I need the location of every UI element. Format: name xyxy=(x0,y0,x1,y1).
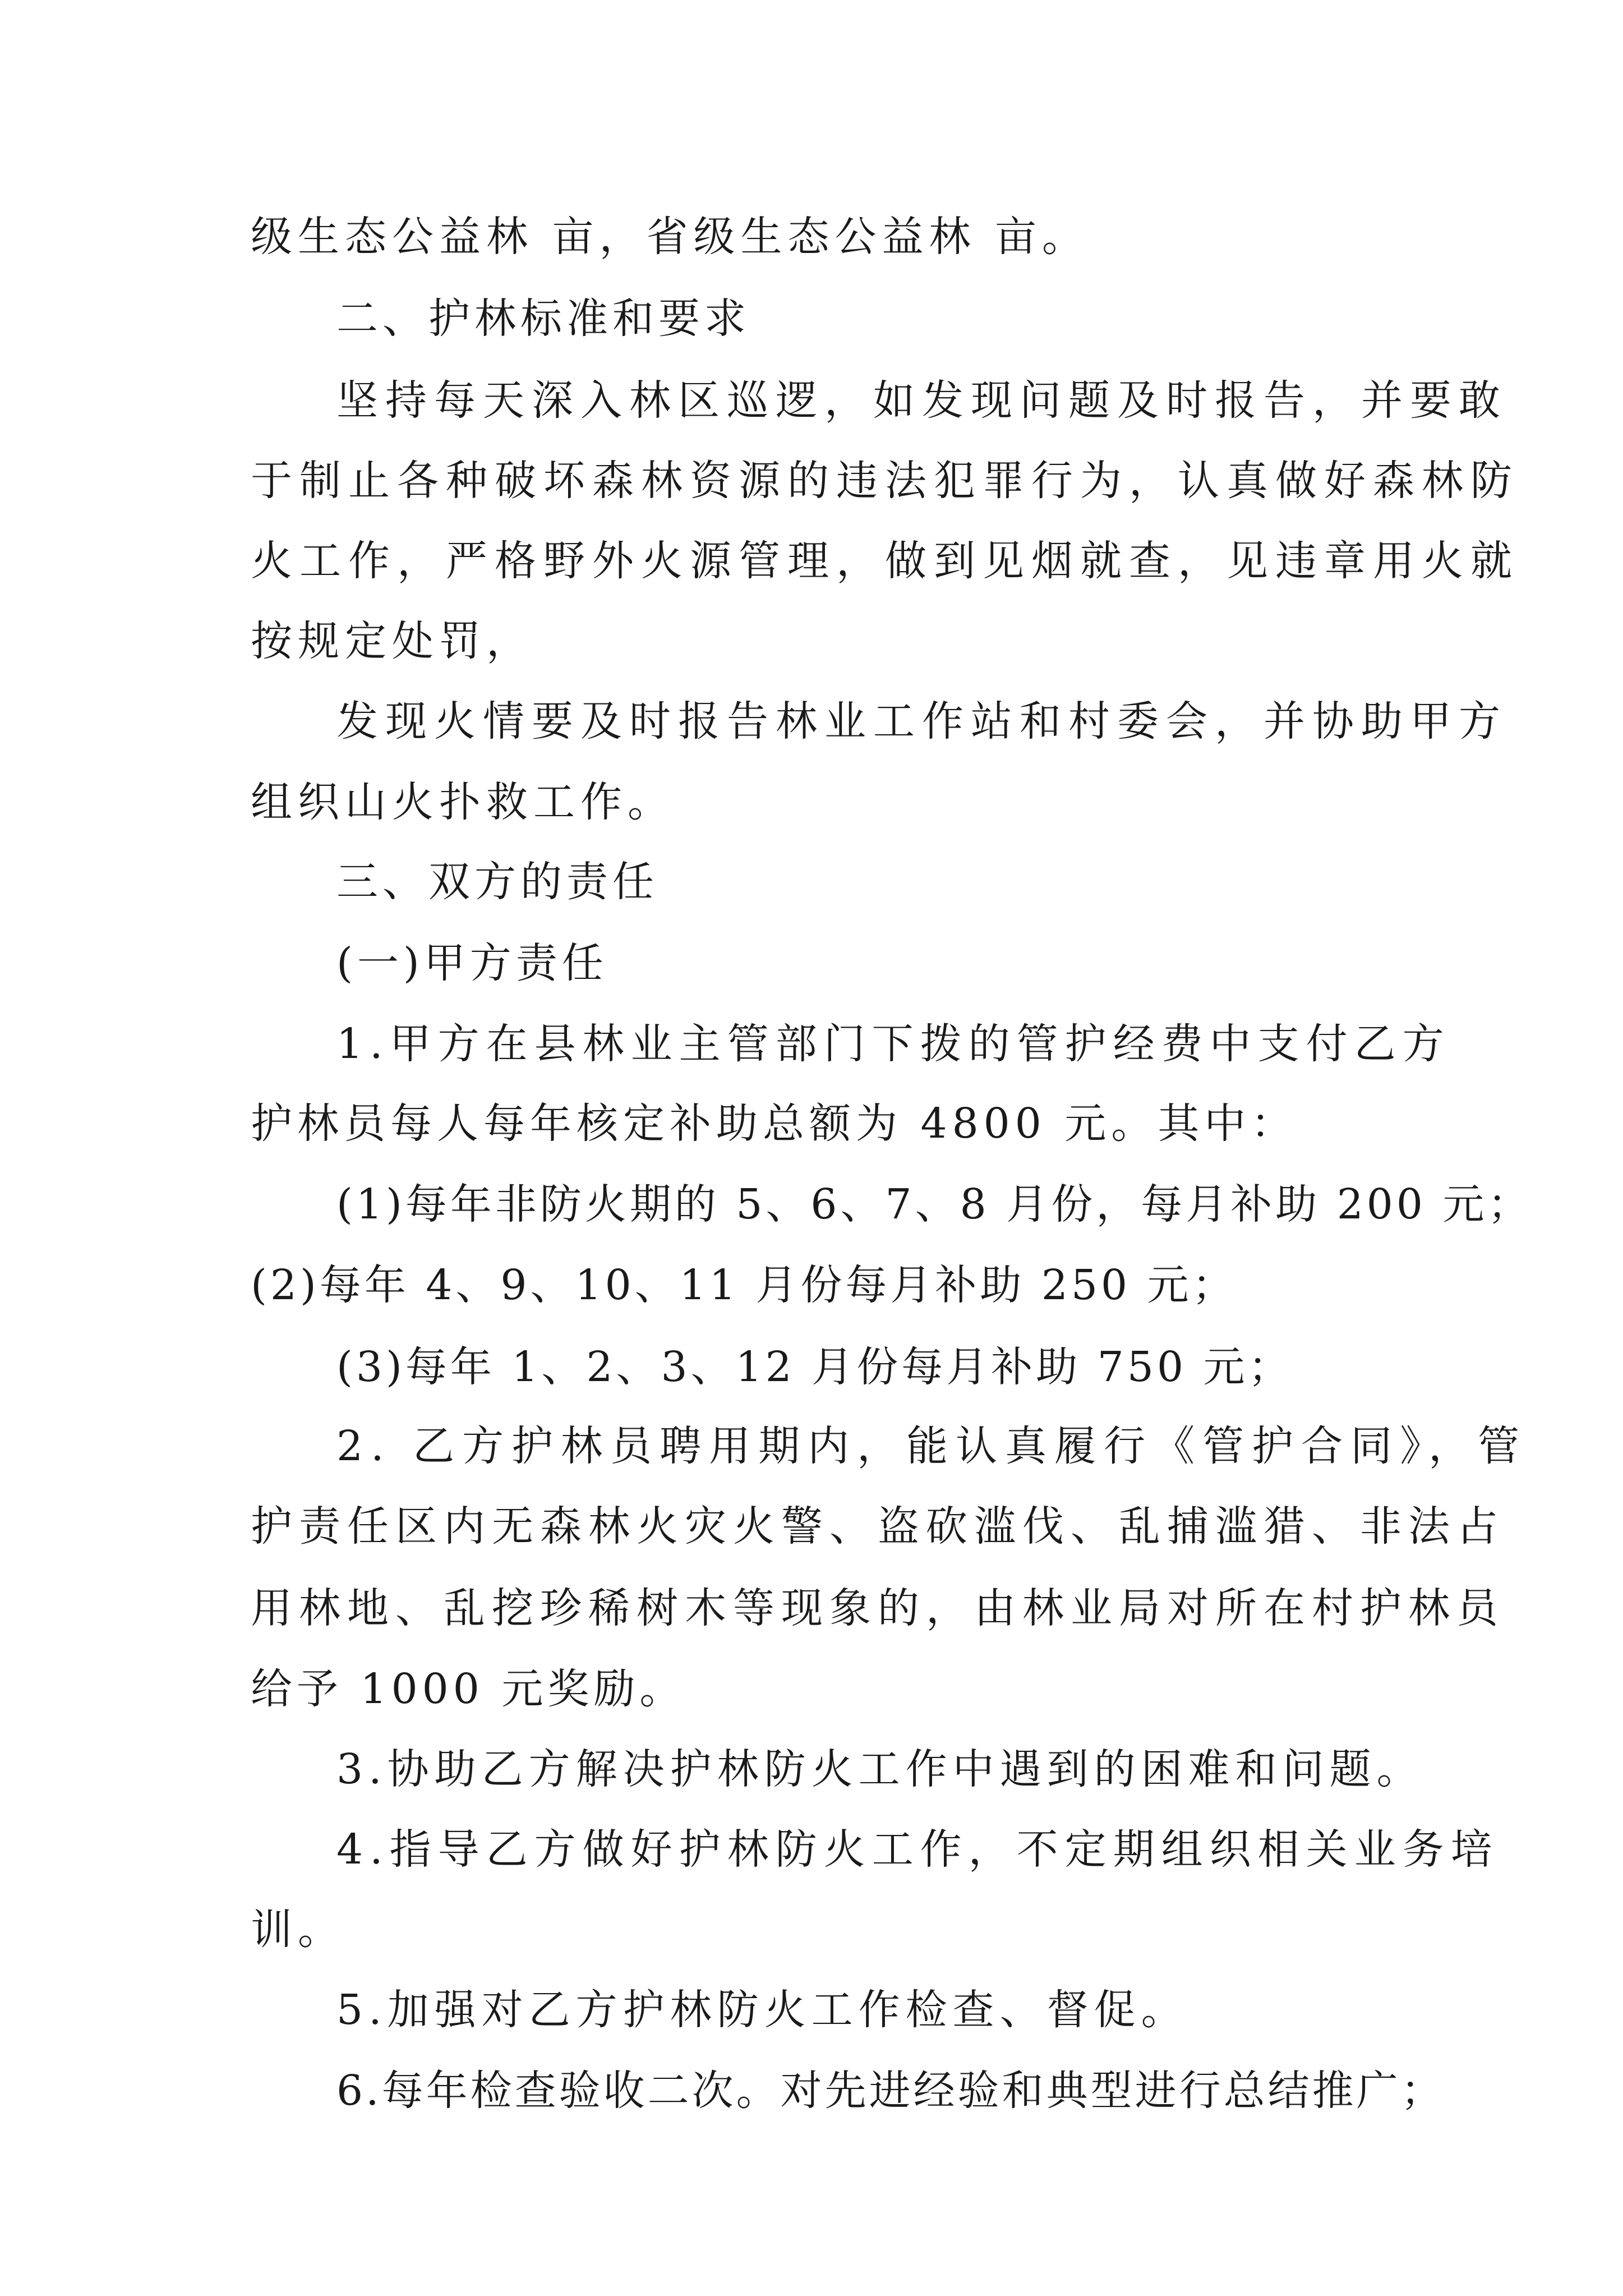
text-line: 级生态公益林 亩，省级生态公益林 亩。 xyxy=(251,213,1090,261)
section-heading: 二、护林标准和要求 xyxy=(336,295,750,343)
text-line: (2)每年 4、9、10、11 月份每月补助 250 元； xyxy=(251,1261,1237,1309)
text-line: 于制止各种破坏森林资源的违法犯罪行为，认真做好森林防 xyxy=(251,457,1519,505)
text-line: 3.协助乙方解决护林防火工作中遇到的困难和问题。 xyxy=(336,1745,1424,1793)
subsection-heading: (一)甲方责任 xyxy=(336,939,608,987)
text-line: 6.每年检查验收二次。对先进经验和典型进行总结推广； xyxy=(336,2067,1445,2115)
text-line: 护林员每人每年核定补助总额为 4800 元。其中： xyxy=(251,1099,1298,1148)
text-line: 训。 xyxy=(251,1906,345,1954)
text-line: (3)每年 1、2、3、12 月份每月补助 750 元； xyxy=(336,1343,1293,1391)
text-line: 5.加强对乙方护林防火工作检查、督促。 xyxy=(336,1986,1188,2034)
text-line: 1.甲方在县林业主管部门下拨的管护经费中支付乙方 xyxy=(336,1020,1451,1068)
section-heading: 三、双方的责任 xyxy=(336,858,658,906)
text-line: 火工作，严格野外火源管理，做到见烟就查，见违章用火就 xyxy=(251,537,1519,585)
text-line: 组织山火扑救工作。 xyxy=(251,778,675,826)
text-line: 4.指导乙方做好护林防火工作，不定期组织相关业务培 xyxy=(336,1825,1499,1874)
text-line: 2. 乙方护林员聘用期内，能认真履行《管护合同》，管 xyxy=(336,1422,1528,1470)
text-line: 用林地、乱挖珍稀树木等现象的，由林业局对所在村护林员 xyxy=(251,1584,1505,1632)
text-line: 发现火情要及时报告林业工作站和村委会，并协助甲方 xyxy=(336,697,1507,746)
text-line: 给予 1000 元奖励。 xyxy=(251,1665,686,1713)
text-line: 按规定处罚， xyxy=(251,617,533,665)
text-line: 护责任区内无森林火灾火警、盗砍滥伐、乱捕滥猎、非法占 xyxy=(251,1502,1505,1550)
text-line: 坚持每天深入林区巡逻，如发现问题及时报告，并要敢 xyxy=(336,376,1507,425)
text-line: (1)每年非防火期的 5、6、7、8 月份，每月补助 200 元； xyxy=(336,1180,1533,1228)
